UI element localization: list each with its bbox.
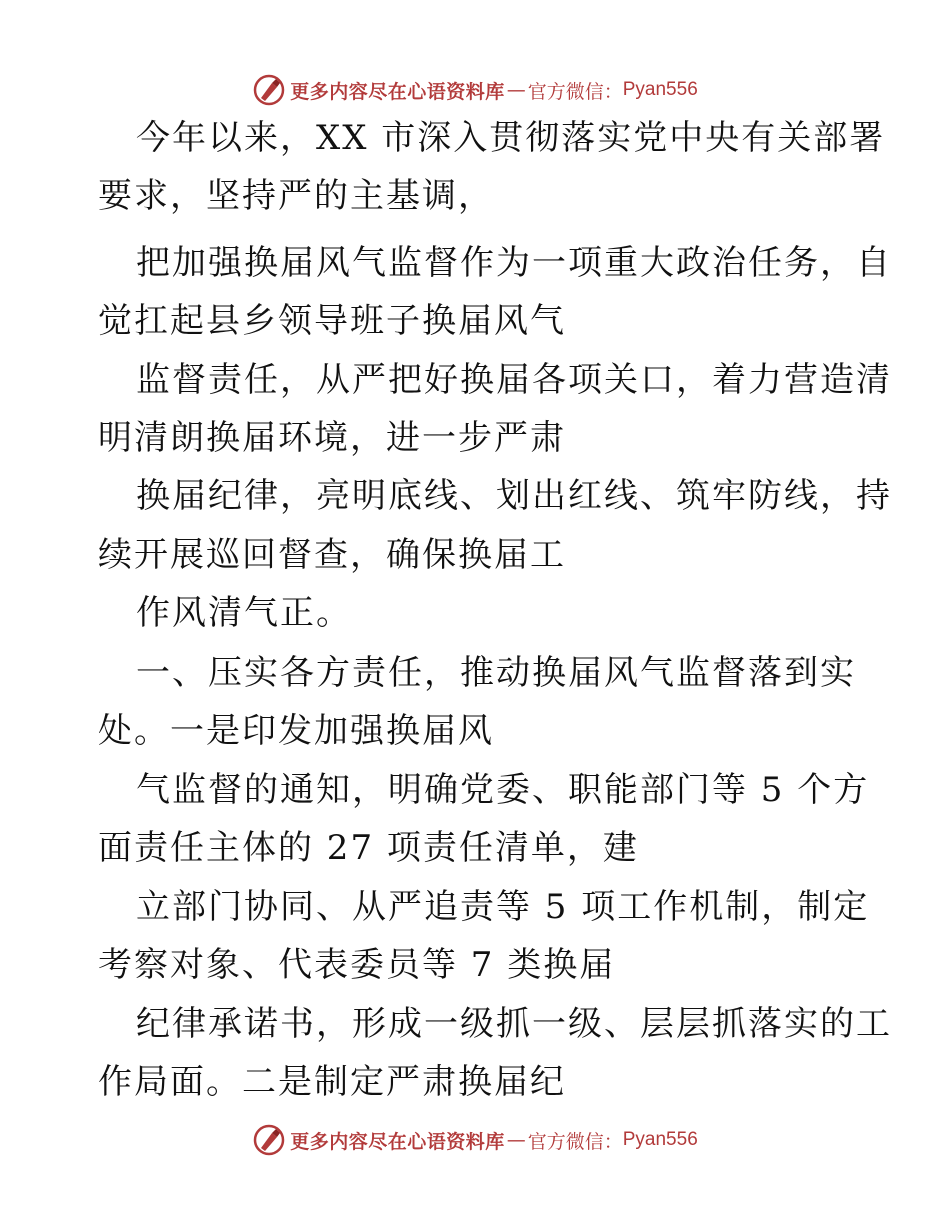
banner-official-label: 官方微信： [527,80,623,103]
body-line-10: 一、压实各方责任，推动换届风气监督落到实 [136,653,856,693]
pen-nib-logo-icon [252,1123,286,1157]
body-line-17: 作局面。二是制定严肃换届纪 [98,1062,566,1102]
body-line-7: 换届纪律，亮明底线、划出红线、筑牢防线，持 [136,476,892,516]
pen-nib-logo-icon [252,73,286,107]
banner-dash: — [506,79,526,101]
body-line-6: 明清朗换届环境，进一步严肃 [98,418,566,458]
footer-official-label: 官方微信： [527,1130,623,1153]
footer-dash: — [506,1129,526,1151]
footer-main-text: 更多内容尽在心语资料库 [290,1130,505,1153]
header-banner [0,70,950,110]
body-line-5: 监督责任，从严把好换届各项关口，着力营造清 [136,360,892,400]
banner-main-text: 更多内容尽在心语资料库 [290,80,505,103]
body-line-13: 面责任主体的 27 项责任清单，建 [98,828,639,868]
body-line-11: 处。一是印发加强换届风 [98,711,494,751]
body-line-8: 续开展巡回督查，确保换届工 [98,535,566,575]
banner-wechat-id: Pyan556 [622,79,698,100]
body-line-12: 气监督的通知，明确党委、职能部门等 5 个方 [136,770,870,810]
body-line-16: 纪律承诺书，形成一级抓一级、层层抓落实的工 [136,1004,892,1044]
body-line-3: 把加强换届风气监督作为一项重大政治任务，自 [136,243,892,283]
footer-banner [0,1120,950,1160]
body-line-15: 考察对象、代表委员等 7 类换届 [98,945,616,985]
body-line-2: 要求，坚持严的主基调， [98,176,494,216]
body-line-14: 立部门协同、从严追责等 5 项工作机制，制定 [136,887,870,927]
body-line-1: 今年以来，XX 市深入贯彻落实党中央有关部署 [136,118,886,158]
footer-wechat-id: Pyan556 [622,1129,698,1150]
body-line-4: 觉扛起县乡领导班子换届风气 [98,301,566,341]
body-line-9: 作风清气正。 [136,593,352,633]
